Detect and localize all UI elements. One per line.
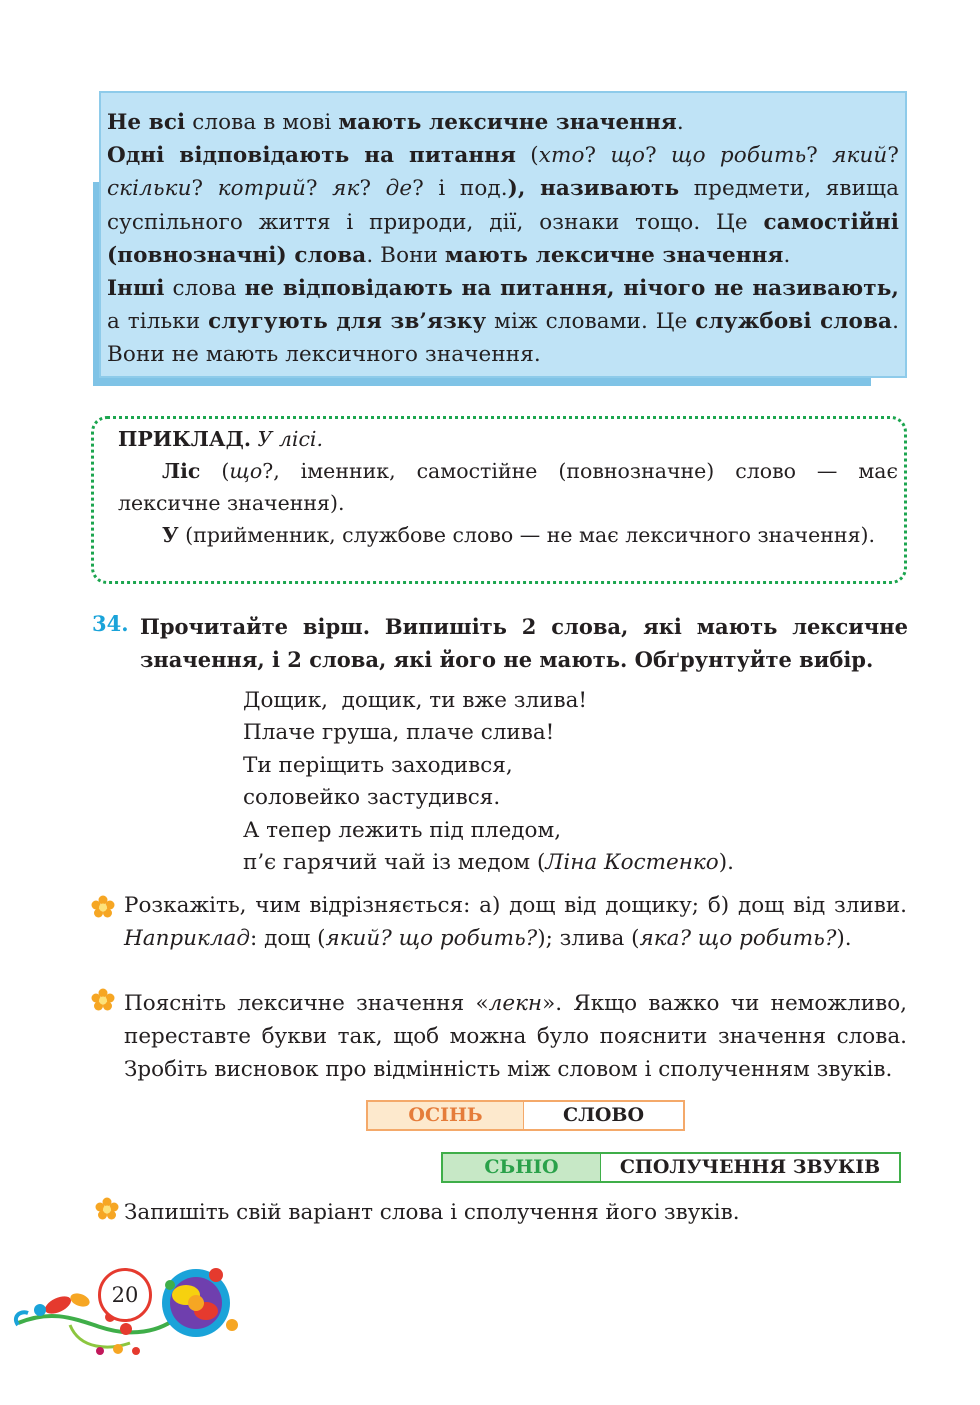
example-line-2: У (прийменник, службове слово — не має лексичного значення). bbox=[162, 523, 876, 547]
poem-last-line: п’є гарячий чай із медом (Ліна Костенко). bbox=[243, 850, 734, 876]
example-title: У лісі. bbox=[257, 427, 324, 451]
example-line-1: Ліс (що?, іменник, самостійне (повнозначне) слово — має лексичне значення). bbox=[118, 459, 899, 515]
poem-line: соловейко застудився. bbox=[243, 785, 501, 811]
flower-bullet-icon bbox=[91, 895, 115, 919]
poem-line: Ти періщить заходився, bbox=[243, 752, 513, 778]
poem bbox=[243, 685, 734, 879]
bullet-paragraph-2: Поясніть лексичне значення «лекн». Якщо важко чи неможливо, переставте букви так, щоб можна було пояснити значення слова. Зробіть висновок про відмінність між словом і сполученням звуків. bbox=[124, 991, 907, 1082]
bullet-paragraph-1: Розкажіть, чим відрізняється: а) дощ від дощику; б) дощ від зливи. Наприклад: дощ (який? що робить?); злива (яка? що робить?). bbox=[124, 893, 907, 951]
task-number: 34. bbox=[92, 611, 129, 636]
tag-snio: СЬНІО bbox=[441, 1152, 602, 1183]
tag-osin: ОСІНЬ bbox=[366, 1100, 525, 1131]
task-text: Прочитайте вірш. Випишіть 2 слова, які мають лексичне значення, і 2 слова, які його не мають. Обґрунтуйте вибір. bbox=[140, 614, 908, 672]
bullet-paragraph-3: Запишіть свій варіант слова і сполучення його звуків. bbox=[124, 1200, 740, 1225]
rule-paragraph-1: Не всі слова в мові мають лексичне значення. bbox=[107, 110, 684, 135]
poem-line: А тепер лежить під пледом, bbox=[243, 817, 562, 843]
rule-text bbox=[107, 106, 899, 372]
tag-slovo: СЛОВО bbox=[524, 1100, 685, 1131]
rule-paragraph-3: Інші слова не відповідають на питання, нічого не називають, а тільки слугують для зв’язку між словами. Це службові слова. Вони не мають лексичного значення. bbox=[107, 276, 899, 368]
page-number: 20 bbox=[98, 1268, 152, 1322]
poem-line: Плаче груша, плаче слива! bbox=[243, 720, 555, 746]
tag-spoluchennia-zvukiv: СПОЛУЧЕННЯ ЗВУКІВ bbox=[601, 1152, 901, 1183]
flower-bullet-icon bbox=[91, 988, 115, 1012]
rule-paragraph-2: Одні відповідають на питання (хто? що? що робить? який? скільки? котрий? як? де? і под.), називають предмети, явища суспільного життя і природи, дії, ознаки тощо. Це самостійні (повнозначні) слова. Вони мають лексичне значення. bbox=[107, 143, 900, 268]
example-text bbox=[118, 423, 898, 551]
poem-line: Дощик, дощик, ти вже злива! bbox=[243, 688, 588, 713]
example-label: ПРИКЛАД. bbox=[118, 427, 251, 451]
poem-author: Ліна Костенко bbox=[545, 850, 719, 876]
flower-bullet-icon bbox=[95, 1197, 119, 1221]
